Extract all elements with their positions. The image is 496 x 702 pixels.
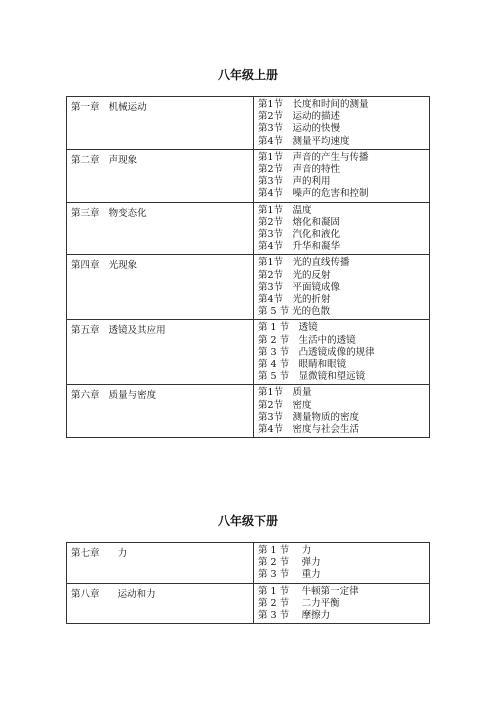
- sections-cell: [254, 543, 430, 584]
- sections-cell: [254, 255, 430, 320]
- section-item: 第1节 光的直线传播: [258, 257, 350, 269]
- chapter-name: 物变态化: [108, 207, 147, 219]
- section-item: 第 3 节 重力: [258, 569, 321, 581]
- section-item: 第 1 节 力: [258, 545, 312, 556]
- sections-cell: [254, 149, 430, 202]
- section-item: 第2节 光的反射: [258, 269, 331, 281]
- chapter-cell: [67, 583, 254, 624]
- section-item: 第 2 节 弹力: [258, 557, 321, 569]
- section-item: 第 5 节 光的色散: [258, 306, 331, 318]
- section-item: 第 1 节 牛顿第一定律: [258, 585, 359, 597]
- section-item: 第2节 密度: [258, 399, 312, 411]
- section-item: 第3节 汽化和液化: [258, 229, 341, 241]
- section-item: 第 2 节 二力平衡: [258, 597, 340, 609]
- section-item: 第1节 声音的产生与传播: [258, 151, 369, 163]
- section-item: 第 3 节 摩擦力: [258, 610, 331, 622]
- section-item: 第3节 声的利用: [258, 176, 331, 188]
- chapter-number: 第五章: [71, 325, 100, 337]
- sections-cell: [254, 97, 430, 150]
- chapter-cell: [67, 320, 254, 385]
- chapter-number: 第七章: [71, 548, 100, 559]
- chapter-row: [67, 97, 430, 150]
- volume-lower-table: [66, 542, 430, 624]
- chapter-number: 第三章: [71, 207, 100, 219]
- chapter-name: 声现象: [108, 154, 138, 166]
- chapter-row: [67, 149, 430, 202]
- chapter-name: 质量与密度: [108, 390, 157, 402]
- section-item: 第 2 节 生活中的透镜: [258, 334, 356, 346]
- chapter-number: 第四章: [71, 260, 100, 272]
- chapter-row: [67, 320, 430, 385]
- chapter-row: [67, 202, 430, 255]
- volume-upper-table: [66, 96, 430, 438]
- chapter-cell: [67, 97, 254, 150]
- chapter-name: 力: [117, 548, 128, 559]
- sections-cell: [254, 202, 430, 255]
- sections-cell: [254, 385, 430, 438]
- volume-lower-title: 八年级下册: [217, 514, 278, 528]
- section-item: 第4节 噪声的危害和控制: [258, 188, 369, 200]
- section-item: 第3节 运动的快慢: [258, 123, 341, 135]
- chapter-cell: [67, 543, 254, 584]
- chapter-cell: [67, 385, 254, 438]
- chapter-number: 第八章: [71, 588, 100, 600]
- chapter-row: [67, 543, 430, 584]
- chapter-name: 机械运动: [108, 102, 147, 113]
- section-item: 第3节 测量物质的密度: [258, 411, 360, 423]
- section-item: 第2节 声音的特性: [258, 164, 341, 176]
- sections-cell: [254, 583, 430, 624]
- section-item: 第 5 节 显微镜和望远镜: [258, 371, 366, 383]
- chapter-cell: [67, 255, 254, 320]
- section-item: 第4节 升华和凝华: [258, 241, 341, 253]
- section-item: 第3节 平面镜成像: [258, 281, 341, 293]
- section-item: 第1节 温度: [258, 204, 312, 216]
- section-item: 第1节 长度和时间的测量: [258, 99, 369, 110]
- chapter-cell: [67, 202, 254, 255]
- sections-cell: [254, 320, 430, 385]
- chapter-cell: [67, 149, 254, 202]
- section-item: 第4节 测量平均速度: [258, 135, 350, 147]
- chapter-row: [67, 583, 430, 624]
- chapter-name: 运动和力: [117, 588, 156, 600]
- chapter-number: 第六章: [71, 390, 100, 402]
- volume-upper-title: 八年级上册: [217, 68, 278, 82]
- section-item: 第4节 密度与社会生活: [258, 424, 360, 436]
- section-item: 第 1 节 透镜: [258, 322, 318, 334]
- section-item: 第 3 节 凸透镜成像的规律: [258, 346, 375, 358]
- chapter-name: 光现象: [108, 260, 138, 272]
- chapter-number: 第二章: [71, 154, 100, 166]
- section-item: 第2节 运动的描述: [258, 111, 341, 123]
- section-item: 第1节 质量: [258, 387, 312, 399]
- section-item: 第4节 光的折射: [258, 294, 331, 306]
- chapter-name: 透镜及其应用: [108, 325, 166, 337]
- section-item: 第 4 节 眼睛和眼镜: [258, 359, 347, 371]
- chapter-row: [67, 385, 430, 438]
- chapter-number: 第一章: [71, 102, 100, 113]
- section-item: 第2节 熔化和凝固: [258, 216, 341, 228]
- chapter-row: [67, 255, 430, 320]
